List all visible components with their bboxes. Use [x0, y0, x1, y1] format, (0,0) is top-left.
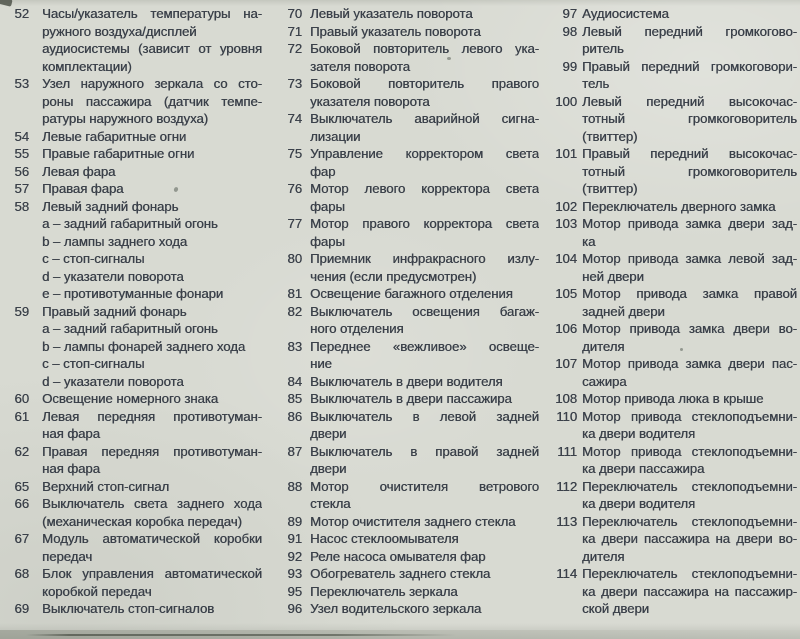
item-text: [582, 478, 797, 513]
legend-item: [549, 355, 797, 390]
item-text: [42, 303, 262, 391]
item-number: 110: [556, 408, 577, 424]
item-text-line: лизации: [310, 128, 361, 144]
item-text-line: комплектации): [42, 58, 132, 74]
legend-item: [286, 443, 539, 478]
item-text-line: ружного воздуха/дисплей: [42, 23, 197, 39]
item-number: 59: [14, 303, 29, 319]
legend-item: [549, 513, 797, 566]
item-text-line: Мотор левого корректора света: [310, 181, 539, 196]
item-text: [42, 180, 262, 198]
legend-item: [549, 478, 797, 513]
legend-item: [286, 478, 539, 513]
item-text: [310, 215, 539, 250]
item-text: [310, 478, 539, 513]
item-text-line: фары: [310, 198, 345, 214]
item-text-line: тотный громкоговоритель: [582, 111, 797, 126]
legend-item: [12, 443, 262, 478]
item-text-line: Насос стеклоомывателя: [310, 531, 459, 546]
item-number: 93: [287, 566, 302, 581]
item-number: 101: [555, 146, 577, 161]
legend-item: [286, 285, 539, 303]
legend-item: [549, 5, 797, 23]
item-text-line: роны пассажира (датчик темпе-: [42, 93, 262, 109]
item-text-line: Обогреватель заднего стекла: [310, 566, 491, 581]
item-text-line: сажира: [582, 373, 627, 389]
item-text: [310, 600, 539, 618]
legend-item: [286, 215, 539, 250]
legend-item: [12, 390, 262, 408]
legend-item: [549, 443, 797, 478]
legend-item: [286, 5, 539, 23]
item-text-line: Блок управления автоматической: [42, 566, 262, 581]
item-number: 72: [287, 41, 302, 56]
item-text: [310, 40, 539, 75]
item-text-line: Модуль автоматической коробки: [42, 531, 262, 546]
legend-item: [549, 198, 797, 216]
item-number: 68: [14, 566, 29, 581]
legend-item: [549, 320, 797, 355]
item-text-line: ная фара: [42, 461, 100, 476]
item-text-line: тотный громкоговоритель: [582, 163, 797, 179]
item-text-line: Мотор привода люка в крыше: [582, 391, 764, 406]
legend-item: [286, 408, 539, 443]
item-number: 76: [287, 181, 302, 196]
item-number: 58: [14, 198, 29, 214]
item-text: [582, 215, 797, 250]
item-text-line: чения (если предусмотрен): [310, 268, 477, 284]
item-text: [582, 58, 797, 93]
item-text-line: d – указатели поворота: [42, 373, 184, 389]
item-number: 56: [14, 163, 29, 179]
item-text-line: (твиттер): [582, 128, 638, 144]
item-text: [42, 565, 262, 600]
item-text-line: Узел водительского зеркала: [310, 601, 482, 616]
item-text-line: ка двери водителя: [582, 496, 696, 511]
item-text: [42, 163, 262, 181]
item-text-line: Левая передняя противотуман-: [42, 408, 262, 424]
item-number: 87: [287, 443, 302, 459]
item-text-line: тель: [582, 76, 610, 91]
item-number: 66: [14, 496, 29, 511]
item-text-line: ской двери: [582, 601, 649, 616]
item-text-line: Выключатель аварийной сигна-: [310, 111, 539, 126]
item-number: 82: [287, 303, 302, 319]
item-text-line: Управление корректором света: [310, 146, 539, 161]
item-number: 102: [555, 198, 577, 214]
item-text-line: Мотор привода замка левой зад-: [582, 251, 797, 266]
legend-item: [286, 23, 539, 41]
item-text-line: Приемник инфракрасного излу-: [310, 251, 539, 266]
item-text-line: Выключатель стоп-сигналов: [42, 601, 215, 616]
item-text-line: Переднее «вежливое» освеще-: [310, 338, 539, 354]
legend-item: [286, 338, 539, 373]
item-text: [582, 250, 797, 285]
item-text-line: Выключатель света заднего хода: [42, 496, 262, 511]
item-text: [310, 548, 539, 566]
legend-column-1: [12, 5, 262, 618]
legend-item: [286, 390, 539, 408]
item-text-line: Мотор привода замка двери во-: [582, 321, 797, 336]
item-number: 73: [287, 76, 302, 91]
legend-item: [12, 128, 262, 146]
scan-artifact-edge-shadow: [26, 634, 456, 637]
item-text-line: Выключатель в двери водителя: [310, 373, 503, 389]
item-number: 60: [14, 391, 29, 406]
item-text-line: Левый задний фонарь: [42, 198, 179, 214]
legend-column-2: [286, 5, 539, 618]
item-text: [582, 285, 797, 320]
item-number: 114: [556, 566, 577, 581]
item-text-line: коробкой передач: [42, 583, 152, 599]
item-text: [582, 145, 797, 198]
item-text: [42, 443, 262, 478]
item-number: 67: [14, 531, 29, 546]
item-text-line: Мотор привода замка двери пас-: [582, 356, 797, 371]
item-number: 69: [14, 601, 29, 616]
item-text: [310, 23, 539, 41]
item-text: [310, 373, 539, 391]
item-text-line: ние: [310, 356, 332, 371]
legend-item: [12, 565, 262, 600]
legend-item: [286, 75, 539, 110]
item-text-line: c – стоп-сигналы: [42, 251, 145, 266]
item-text: [42, 75, 262, 128]
item-text-line: фары: [310, 233, 345, 249]
legend-item: [549, 250, 797, 285]
item-number: 92: [287, 548, 302, 564]
item-text: [310, 110, 539, 145]
item-text: [582, 565, 797, 618]
item-number: 105: [555, 286, 577, 301]
item-text-line: (твиттер): [582, 181, 638, 196]
item-text-line: Освещение багажного отделения: [310, 286, 513, 301]
item-text-line: дителя: [582, 548, 625, 564]
item-number: 98: [562, 23, 577, 39]
item-text-line: Реле насоса омывателя фар: [310, 548, 486, 564]
legend-item: [286, 145, 539, 180]
item-text-line: Правая передняя противотуман-: [42, 443, 262, 459]
item-text-line: Верхний стоп-сигнал: [42, 478, 170, 494]
legend-item: [286, 180, 539, 215]
item-text-line: Переключатель стеклоподъемни-: [582, 566, 797, 581]
legend-item: [12, 180, 262, 198]
item-text-line: аудиосистемы (зависит от уровня: [42, 41, 262, 56]
item-text-line: Мотор очистителя заднего стекла: [310, 513, 516, 529]
legend-item: [12, 408, 262, 443]
item-number: 86: [287, 408, 302, 424]
item-number: 74: [287, 111, 302, 126]
item-text-line: e – противотуманные фонари: [42, 286, 224, 301]
legend-item: [549, 390, 797, 408]
item-text-line: Выключатель в двери пассажира: [310, 391, 512, 406]
item-number: 83: [287, 338, 302, 354]
legend-item: [549, 215, 797, 250]
item-text: [310, 285, 539, 303]
item-text-line: зателя поворота: [310, 58, 410, 74]
item-number: 62: [14, 443, 29, 459]
item-number: 103: [555, 216, 577, 231]
item-number: 113: [556, 513, 577, 529]
item-number: 107: [555, 356, 577, 371]
scan-artifact-page-edge: [0, 630, 800, 639]
legend-item: [286, 530, 539, 548]
item-text: [582, 198, 797, 216]
item-text-line: задней двери: [582, 303, 665, 319]
item-text-line: Выключатель в левой задней: [310, 408, 539, 424]
item-number: 77: [287, 216, 302, 231]
item-number: 84: [287, 373, 302, 389]
item-number: 88: [287, 478, 302, 494]
item-text-line: Левый указатель поворота: [310, 6, 473, 21]
legend-item: [286, 303, 539, 338]
item-text-line: (механическая коробка передач): [42, 513, 242, 529]
item-text: [42, 128, 262, 146]
item-text-line: Боковой повторитель правого: [310, 76, 539, 91]
item-text-line: ка двери пассажира: [582, 461, 705, 476]
item-text-line: Аудиосистема: [582, 6, 669, 21]
legend-item: [286, 600, 539, 618]
item-text: [310, 583, 539, 601]
legend-item: [549, 408, 797, 443]
item-text: [310, 5, 539, 23]
item-text-line: b – лампы заднего хода: [42, 233, 188, 249]
legend-item: [286, 373, 539, 391]
legend-item: [12, 75, 262, 128]
item-text-line: Правый передний громкоговори-: [582, 58, 797, 74]
item-text: [582, 23, 797, 58]
item-text: [310, 75, 539, 110]
item-text-line: ка: [582, 233, 596, 249]
item-text: [582, 320, 797, 355]
item-number: 61: [14, 408, 29, 424]
item-text-line: стекла: [310, 496, 351, 511]
item-number: 52: [14, 6, 29, 21]
legend-item: [549, 58, 797, 93]
scan-artifact-corner-mark: [0, 0, 13, 7]
item-number: 55: [14, 146, 29, 161]
item-text-line: Левый передний громкогово-: [582, 23, 797, 39]
item-number: 85: [287, 391, 302, 406]
item-number: 96: [287, 601, 302, 616]
item-text-line: ка двери водителя: [582, 426, 696, 441]
item-text: [310, 408, 539, 443]
legend-item: [286, 110, 539, 145]
legend-item: [549, 23, 797, 58]
item-text-line: ратуры наружного воздуха): [42, 111, 209, 126]
item-text: [582, 390, 797, 408]
legend-item: [12, 5, 262, 75]
item-text-line: Узел наружного зеркала со сто-: [42, 76, 262, 91]
legend-item: [12, 198, 262, 303]
legend-item: [549, 565, 797, 618]
item-number: 57: [14, 181, 29, 196]
item-text-line: двери: [310, 426, 347, 441]
item-number: 100: [555, 93, 577, 109]
legend-item: [549, 285, 797, 320]
item-text-line: Левые габаритные огни: [42, 128, 187, 144]
item-text: [582, 5, 797, 23]
item-text-line: c – стоп-сигналы: [42, 356, 145, 371]
legend-item: [286, 548, 539, 566]
item-text-line: Левый передний высокочас-: [582, 93, 797, 109]
item-text-line: Переключатель стеклоподъемни-: [582, 513, 797, 529]
item-text: [582, 513, 797, 566]
item-text: [582, 408, 797, 443]
item-number: 112: [556, 478, 577, 494]
legend-item: [286, 583, 539, 601]
item-text-line: Выключатель освещения багаж-: [310, 303, 539, 319]
item-number: 91: [287, 531, 302, 546]
item-text: [310, 250, 539, 285]
item-text-line: ритель: [582, 41, 624, 56]
item-text: [42, 600, 262, 618]
item-text-line: a – задний габаритный огонь: [42, 216, 218, 231]
item-text-line: Выключатель в правой задней: [310, 443, 539, 459]
legend-item: [12, 530, 262, 565]
item-number: 53: [14, 76, 29, 91]
item-text: [582, 93, 797, 146]
item-text-line: Мотор привода замка двери зад-: [582, 216, 797, 231]
legend-item: [549, 93, 797, 146]
legend-column-3: [549, 5, 797, 618]
item-text-line: передач: [42, 548, 93, 564]
item-text-line: Мотор привода стеклоподъемни-: [582, 408, 797, 424]
item-text-line: Правый передний высокочас-: [582, 146, 797, 161]
item-text-line: Освещение номерного знака: [42, 391, 219, 406]
item-text-line: Левая фара: [42, 163, 116, 179]
legend-item: [286, 250, 539, 285]
item-text-line: Мотор привода стеклоподъемни-: [582, 443, 797, 459]
item-text-line: ная фара: [42, 426, 100, 441]
item-text: [582, 355, 797, 390]
item-text: [42, 478, 262, 496]
item-number: 89: [287, 513, 302, 529]
item-text-line: Правый задний фонарь: [42, 303, 187, 319]
item-text-line: дителя: [582, 338, 625, 354]
item-text: [310, 303, 539, 338]
item-text: [42, 145, 262, 163]
item-text-line: ка двери пассажира на пассажир-: [582, 583, 797, 599]
item-text-line: ного отделения: [310, 321, 404, 336]
item-number: 97: [562, 6, 577, 21]
item-text: [310, 565, 539, 583]
item-text-line: Часы/указатель температуры на-: [42, 6, 262, 21]
item-text: [42, 5, 262, 75]
item-text: [310, 145, 539, 180]
item-text: [42, 495, 262, 530]
legend-item: [12, 145, 262, 163]
legend-item: [286, 513, 539, 531]
item-text: [310, 338, 539, 373]
item-text: [310, 180, 539, 215]
item-text-line: ка двери пассажира на двери во-: [582, 531, 797, 546]
item-text-line: Переключатель дверного замка: [582, 198, 776, 214]
item-number: 65: [14, 478, 29, 494]
item-text-line: ней двери: [582, 268, 644, 284]
item-number: 71: [287, 23, 302, 39]
item-text-line: Правая фара: [42, 181, 124, 196]
item-text: [310, 513, 539, 531]
item-text-line: Правый указатель поворота: [310, 23, 481, 39]
item-text-line: Мотор привода замка правой: [582, 286, 797, 301]
item-number: 80: [287, 251, 302, 266]
scan-artifact-speck: [447, 57, 451, 60]
item-text-line: Переключатель зеркала: [310, 583, 458, 599]
item-number: 81: [287, 286, 302, 301]
item-text: [42, 530, 262, 565]
legend-item: [286, 40, 539, 75]
item-text: [310, 390, 539, 408]
item-number: 54: [14, 128, 29, 144]
item-number: 75: [287, 146, 302, 161]
item-text-line: фар: [310, 163, 336, 179]
item-text: [310, 530, 539, 548]
legend-item: [12, 303, 262, 391]
item-text-line: a – задний габаритный огонь: [42, 321, 218, 336]
item-text: [42, 198, 262, 303]
item-text-line: d – указатели поворота: [42, 268, 184, 284]
item-number: 108: [555, 391, 577, 406]
item-text-line: Мотор очистителя ветрового: [310, 478, 539, 494]
item-text: [310, 443, 539, 478]
item-text-line: b – лампы фонарей заднего хода: [42, 338, 246, 354]
legend-item: [12, 163, 262, 181]
legend-item: [12, 478, 262, 496]
item-text-line: указателя поворота: [310, 93, 430, 109]
item-text-line: Правые габаритные огни: [42, 146, 195, 161]
item-text-line: Боковой повторитель левого ука-: [310, 41, 539, 56]
legend-item: [12, 600, 262, 618]
item-number: 104: [555, 251, 577, 266]
item-text: [42, 390, 262, 408]
item-number: 70: [287, 6, 302, 21]
scan-artifact-speck: [680, 348, 683, 351]
item-text-line: Переключатель стеклоподъемни-: [582, 478, 797, 494]
item-number: 106: [555, 321, 577, 336]
item-number: 95: [287, 583, 302, 599]
item-text: [582, 443, 797, 478]
legend-item: [549, 145, 797, 198]
item-text: [42, 408, 262, 443]
legend-item: [286, 565, 539, 583]
item-number: 99: [562, 58, 577, 74]
item-text-line: Мотор правого корректора света: [310, 216, 539, 231]
item-number: 111: [557, 443, 577, 459]
item-text-line: двери: [310, 461, 347, 476]
legend-item: [12, 495, 262, 530]
